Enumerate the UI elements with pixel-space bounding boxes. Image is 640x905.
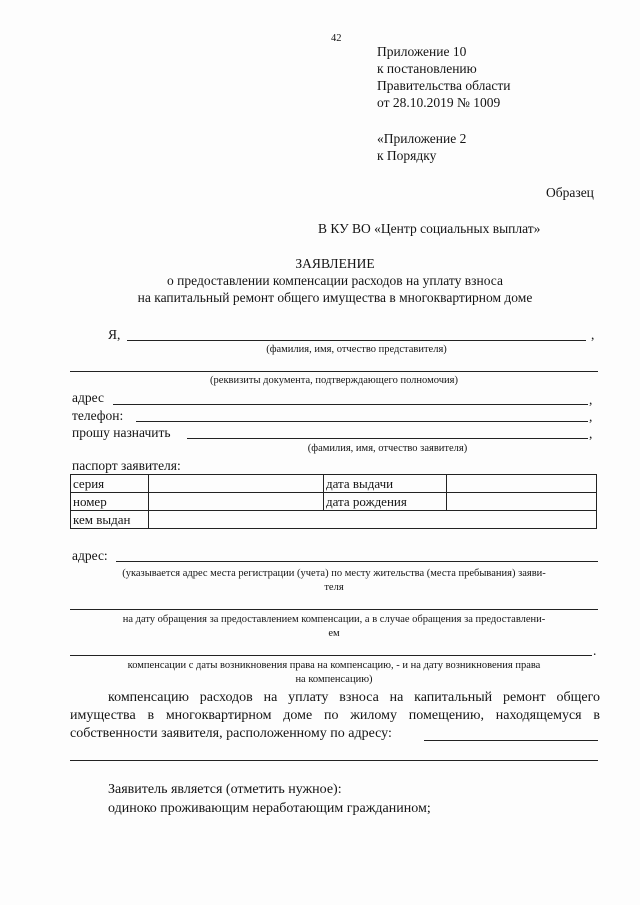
number-field[interactable] <box>149 493 324 511</box>
request-date-field[interactable] <box>70 609 598 610</box>
comma: , <box>591 327 595 342</box>
birth-date-field[interactable] <box>447 493 597 511</box>
field-hint: ем <box>328 628 340 639</box>
field-hint: (фамилия, имя, отчество представителя) <box>266 344 447 355</box>
compensation-date-field[interactable] <box>70 655 592 656</box>
appendix2-line: к Порядку <box>377 148 437 163</box>
field-hint: на компенсацию) <box>295 674 373 685</box>
addressee: В КУ ВО «Центр социальных выплат» <box>318 221 541 236</box>
sample-label: Образец <box>546 185 594 200</box>
issue-date-field[interactable] <box>447 475 597 493</box>
comma: , <box>589 426 593 441</box>
field-hint: на дату обращения за предоставлением компенсации, а в случае обращения за предоставлени- <box>122 614 546 625</box>
title-line: о предоставлении компенсации расходов на уплату взноса <box>167 273 503 288</box>
property-address-field-2[interactable] <box>70 760 598 761</box>
paragraph-line: компенсацию расходов на уплату взноса на капитальный ремонт общего <box>108 690 600 705</box>
issued-by-field[interactable] <box>149 511 597 529</box>
appendix-line: Приложение 10 <box>377 44 467 59</box>
period: . <box>593 643 597 658</box>
field-hint: (фамилия, имя, отчество заявителя) <box>307 443 468 454</box>
document-title: ЗАЯВЛЕНИЕ <box>295 256 375 271</box>
series-label: серия <box>71 475 149 493</box>
appendix-line: Правительства области <box>377 78 511 93</box>
issued-by-label: кем выдан <box>71 511 149 529</box>
paragraph-line: собственности заявителя, расположенному по адресу: <box>70 726 392 741</box>
paragraph-line: имущества в многоквартирном доме по жилому помещению, находящемуся в <box>70 708 600 723</box>
authority-document-field[interactable] <box>70 371 598 372</box>
issue-date-label: дата выдачи <box>324 475 447 493</box>
assign-label: прошу назначить <box>72 425 171 440</box>
passport-label: паспорт заявителя: <box>72 458 181 473</box>
address-label: адрес <box>72 390 104 405</box>
number-label: номер <box>71 493 149 511</box>
comma: , <box>589 392 593 407</box>
page-number: 42 <box>331 33 342 44</box>
option-lonely-unemployed[interactable]: одиноко проживающим неработающим гражданином; <box>108 801 431 816</box>
address2-label: адрес: <box>72 548 108 563</box>
birth-date-label: дата рождения <box>324 493 447 511</box>
registration-address-field[interactable] <box>116 561 598 562</box>
field-hint: (указывается адрес места регистрации (учета) по месту жительства (места пребывания) заяви- <box>122 568 546 579</box>
i-label: Я, <box>108 327 121 342</box>
series-field[interactable] <box>149 475 324 493</box>
field-hint: теля <box>324 582 344 593</box>
applicant-is-label: Заявитель является (отметить нужное): <box>108 782 342 797</box>
comma: , <box>589 409 593 424</box>
passport-table <box>70 474 597 529</box>
field-hint: компенсации с даты возникновения права на компенсацию, - и на дату возникновения права <box>127 660 541 671</box>
title-line: на капитальный ремонт общего имущества в многоквартирном доме <box>137 290 533 305</box>
appendix-line: к постановлению <box>377 61 477 76</box>
applicant-name-field[interactable] <box>187 438 588 439</box>
representative-name-field[interactable] <box>127 340 586 341</box>
phone-field[interactable] <box>136 421 588 422</box>
field-hint: (реквизиты документа, подтверждающего полномочия) <box>210 375 458 386</box>
appendix-line: от 28.10.2019 № 1009 <box>377 95 501 110</box>
address-field[interactable] <box>113 404 588 405</box>
appendix2-line: «Приложение 2 <box>377 131 467 146</box>
property-address-field[interactable] <box>424 740 598 741</box>
phone-label: телефон: <box>72 408 124 423</box>
